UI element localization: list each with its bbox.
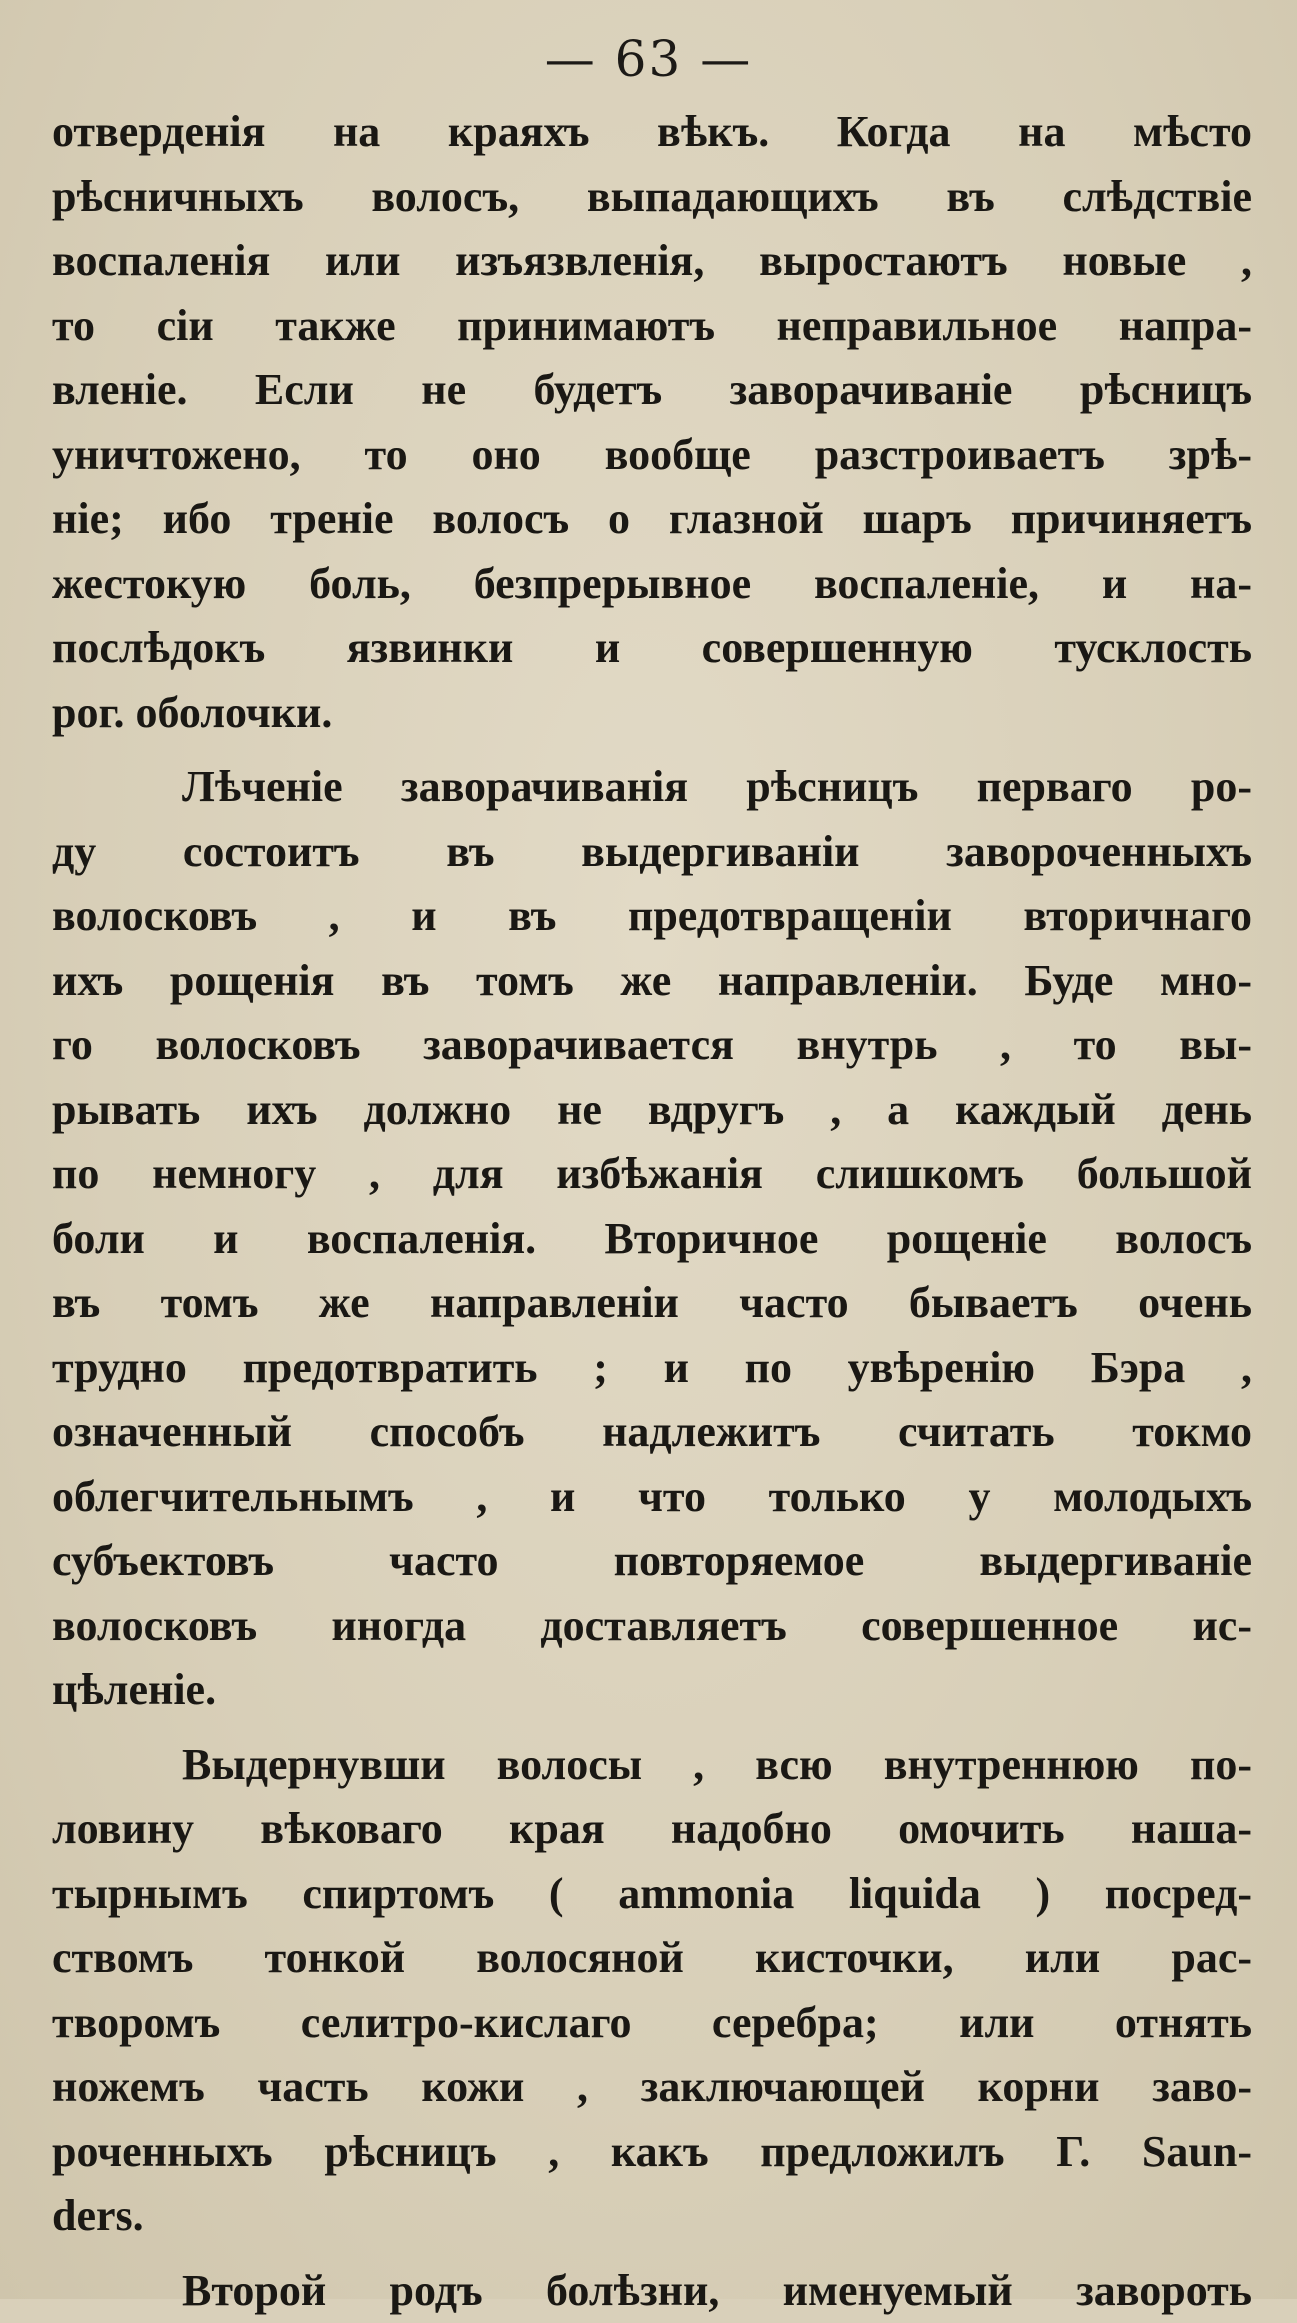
text-line: Второй родъ болѣзни, именуемый завороть <box>52 2259 1252 2323</box>
text-line: послѣдокъ язвинки и совершенную тусклость <box>52 616 1252 681</box>
text-line: ніе; ибо треніе волосъ о глазной шаръ причиняетъ <box>52 487 1252 552</box>
paragraph-gap <box>52 745 1252 755</box>
text-line: то сіи также принимаютъ неправильное напра- <box>52 294 1252 359</box>
text-line: Лѣченіе заворачиванія рѣсницъ перваго ро- <box>52 755 1252 820</box>
text-line: ders. <box>52 2184 1252 2249</box>
page-number: — 63 — <box>0 30 1297 88</box>
text-line: ду состоитъ въ выдергиваніи завороченныхъ <box>52 820 1252 885</box>
paragraph-gap <box>52 2249 1252 2259</box>
text-line: рог. оболочки. <box>52 681 1252 746</box>
text-line: Выдернувши волосы , всю внутреннюю по- <box>52 1733 1252 1798</box>
text-line: отверденія на краяхъ вѣкъ. Когда на мѣсто <box>52 100 1252 165</box>
text-line: роченныхъ рѣсницъ , какъ предложилъ Г. Saun- <box>52 2120 1252 2185</box>
paragraph-1 <box>52 100 1252 745</box>
text-line: тырнымъ спиртомъ ( ammonia liquida ) посред- <box>52 1862 1252 1927</box>
text-line: волосковъ иногда доставляетъ совершенное ис- <box>52 1594 1252 1659</box>
paragraph-gap <box>52 1723 1252 1733</box>
text-line: означенный способъ надлежитъ считать токмо <box>52 1400 1252 1465</box>
text-line: волосковъ , и въ предотвращеніи вторичнаго <box>52 884 1252 949</box>
text-line: цѣленіе. <box>52 1658 1252 1723</box>
text-line: уничтожено, то оно вообще разстроиваетъ зрѣ- <box>52 423 1252 488</box>
text-line: вленіе. Если не будетъ заворачиваніе рѣсницъ <box>52 358 1252 423</box>
text-line: по немногу , для избѣжанія слишкомъ большой <box>52 1142 1252 1207</box>
text-line: трудно предотвратить ; и по увѣренію Бэра , <box>52 1336 1252 1401</box>
text-line: рывать ихъ должно не вдругъ , а каждый день <box>52 1078 1252 1143</box>
paragraph-3 <box>52 1733 1252 2249</box>
text-line: облегчительнымъ , и что только у молодыхъ <box>52 1465 1252 1530</box>
text-line: боли и воспаленія. Вторичное рощеніе волосъ <box>52 1207 1252 1272</box>
text-line: ловину вѣковаго края надобно омочить наша- <box>52 1797 1252 1862</box>
paragraph-4 <box>52 2259 1252 2323</box>
text-line: ствомъ тонкой волосяной кисточки, или рас- <box>52 1926 1252 1991</box>
text-line: творомъ селитро-кислаго серебра; или отнять <box>52 1991 1252 2056</box>
text-line: въ томъ же направленіи часто бываетъ очень <box>52 1271 1252 1336</box>
text-line: рѣсничныхъ волосъ, выпадающихъ въ слѣдствіе <box>52 165 1252 230</box>
text-line: субъектовъ часто повторяемое выдергиваніе <box>52 1529 1252 1594</box>
text-line: воспаленія или изъязвленія, выростаютъ новые , <box>52 229 1252 294</box>
text-line: жестокую боль, безпрерывное воспаленіе, и на- <box>52 552 1252 617</box>
text-line: ихъ рощенія въ томъ же направленіи. Буде мно- <box>52 949 1252 1014</box>
paragraph-2 <box>52 755 1252 1723</box>
body-text <box>52 100 1252 2323</box>
text-line: го волосковъ заворачивается внутрь , то вы- <box>52 1013 1252 1078</box>
text-line: ножемъ часть кожи , заключающей корни заво- <box>52 2055 1252 2120</box>
